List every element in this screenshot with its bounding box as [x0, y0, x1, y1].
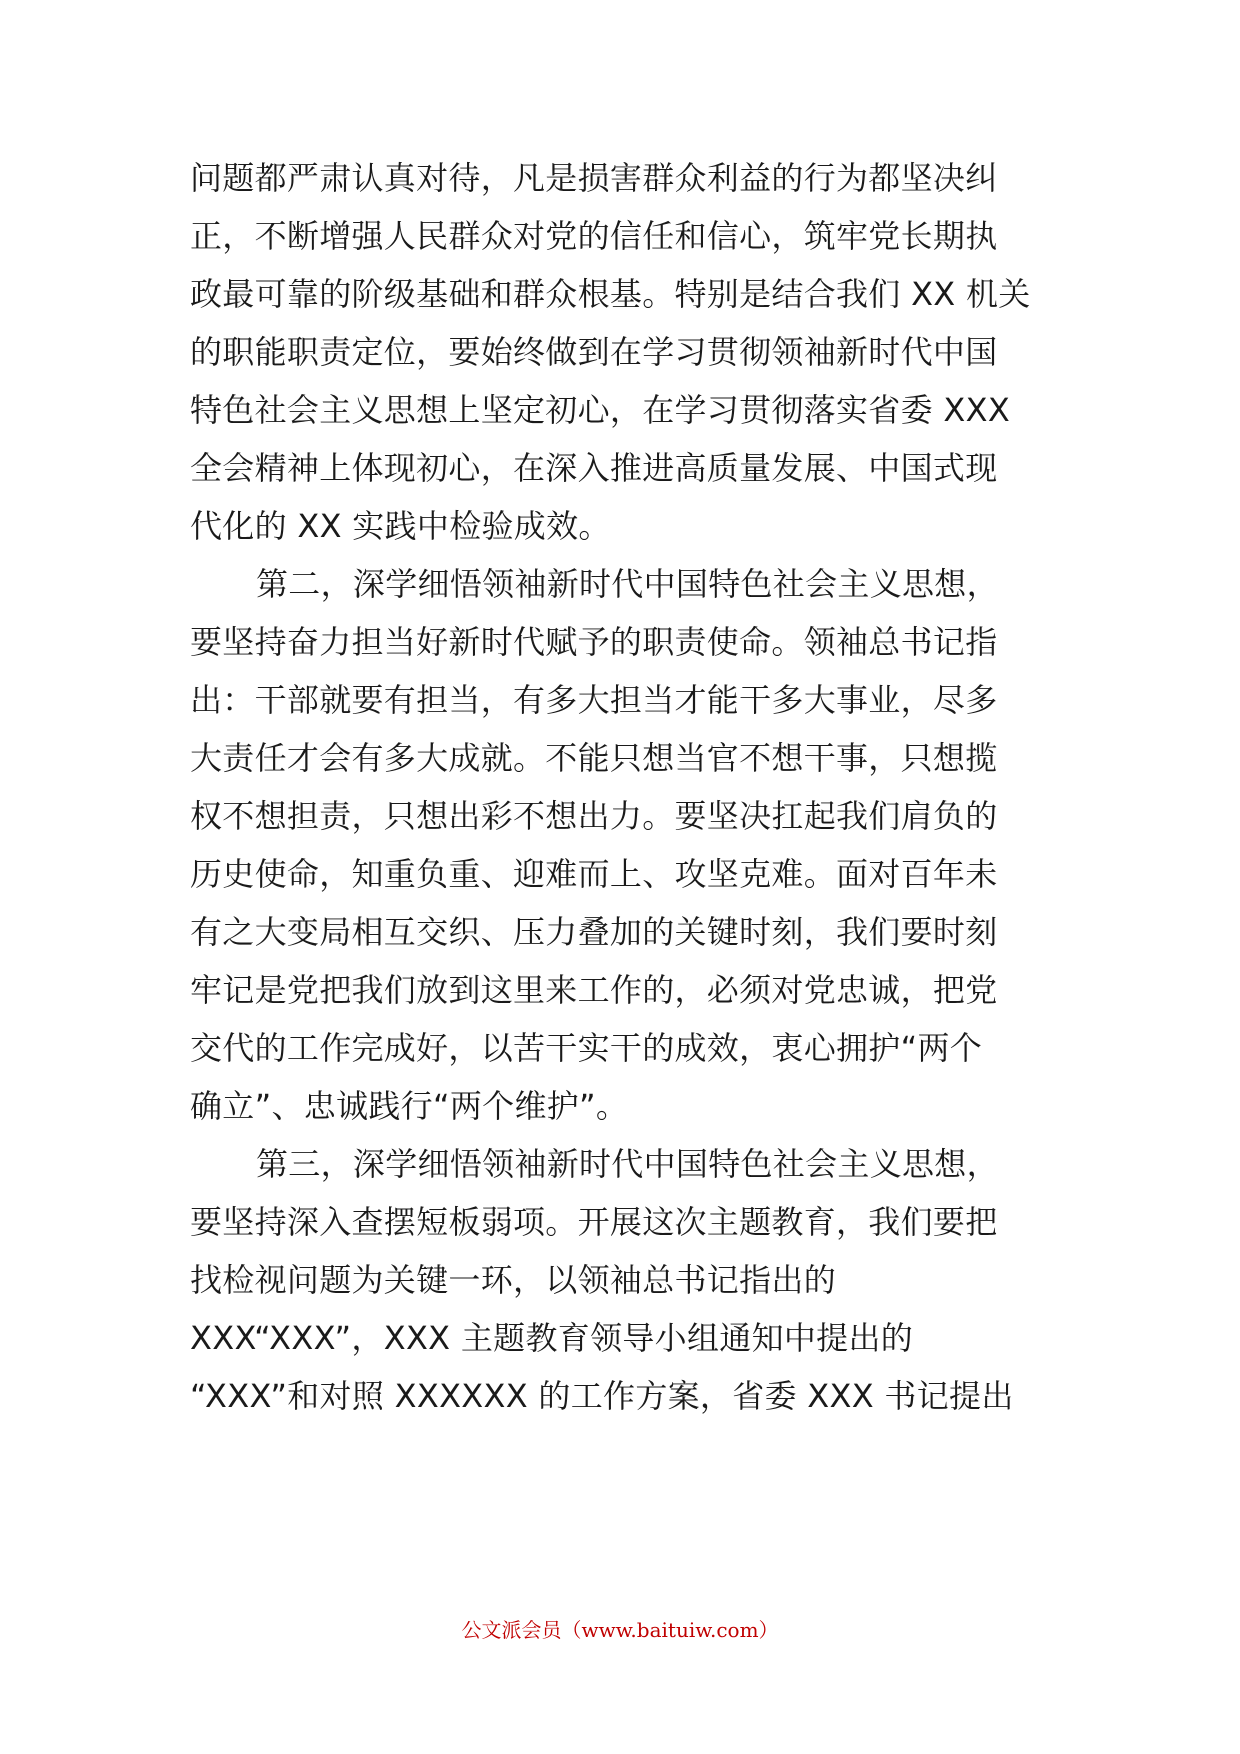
footer-watermark: 公文派会员（www.baituiw.com） [461, 1618, 779, 1642]
text-line: 大责任才会有多大成就。不能只想当官不想干事，只想揽 [190, 739, 998, 777]
text-line: 全会精神上体现初心，在深入推进高质量发展、中国式现 [190, 449, 998, 487]
text-line: 权不想担责，只想出彩不想出力。要坚决扛起我们肩负的 [190, 797, 998, 835]
paragraph-third-start: 第三，深学细悟领袖新时代中国特色社会主义思想， [256, 1145, 999, 1183]
text-line: 问题都严肃认真对待，凡是损害群众利益的行为都坚决纠 [190, 159, 998, 197]
text-line: 要坚持深入查摆短板弱项。开展这次主题教育，我们要把 [190, 1203, 998, 1241]
text-line: 要坚持奋力担当好新时代赋予的职责使命。领袖总书记指 [190, 623, 998, 661]
text-line: 交代的工作完成好，以苦干实干的成效，衷心拥护“两个 [190, 1029, 983, 1067]
text-line: “XXX”和对照 XXXXXX 的工作方案，省委 XXX 书记提出 [190, 1377, 1014, 1415]
text-line: 正，不断增强人民群众对党的信任和信心，筑牢党长期执 [190, 217, 998, 255]
text-line: 出：干部就要有担当，有多大担当才能干多大事业，尽多 [190, 681, 998, 719]
text-line: 代化的 XX 实践中检验成效。 [190, 507, 611, 545]
text-line: XXX“XXX”，XXX 主题教育领导小组通知中提出的 [190, 1319, 914, 1357]
text-line: 找检视问题为关键一环，以领袖总书记指出的 [190, 1261, 837, 1299]
text-line: 特色社会主义思想上坚定初心，在学习贯彻落实省委 XXX [190, 391, 1011, 429]
text-line: 政最可靠的阶级基础和群众根基。特别是结合我们 XX 机关 [190, 275, 1031, 313]
text-line: 确立”、忠诚践行“两个维护”。 [190, 1087, 629, 1125]
text-line: 的职能职责定位，要始终做到在学习贯彻领袖新时代中国 [190, 333, 998, 371]
paragraph-second-start: 第二，深学细悟领袖新时代中国特色社会主义思想， [256, 565, 999, 603]
text-line: 牢记是党把我们放到这里来工作的，必须对党忠诚，把党 [190, 971, 998, 1009]
text-line: 有之大变局相互交织、压力叠加的关键时刻，我们要时刻 [190, 913, 998, 951]
text-line: 历史使命，知重负重、迎难而上、攻坚克难。面对百年未 [190, 855, 998, 893]
